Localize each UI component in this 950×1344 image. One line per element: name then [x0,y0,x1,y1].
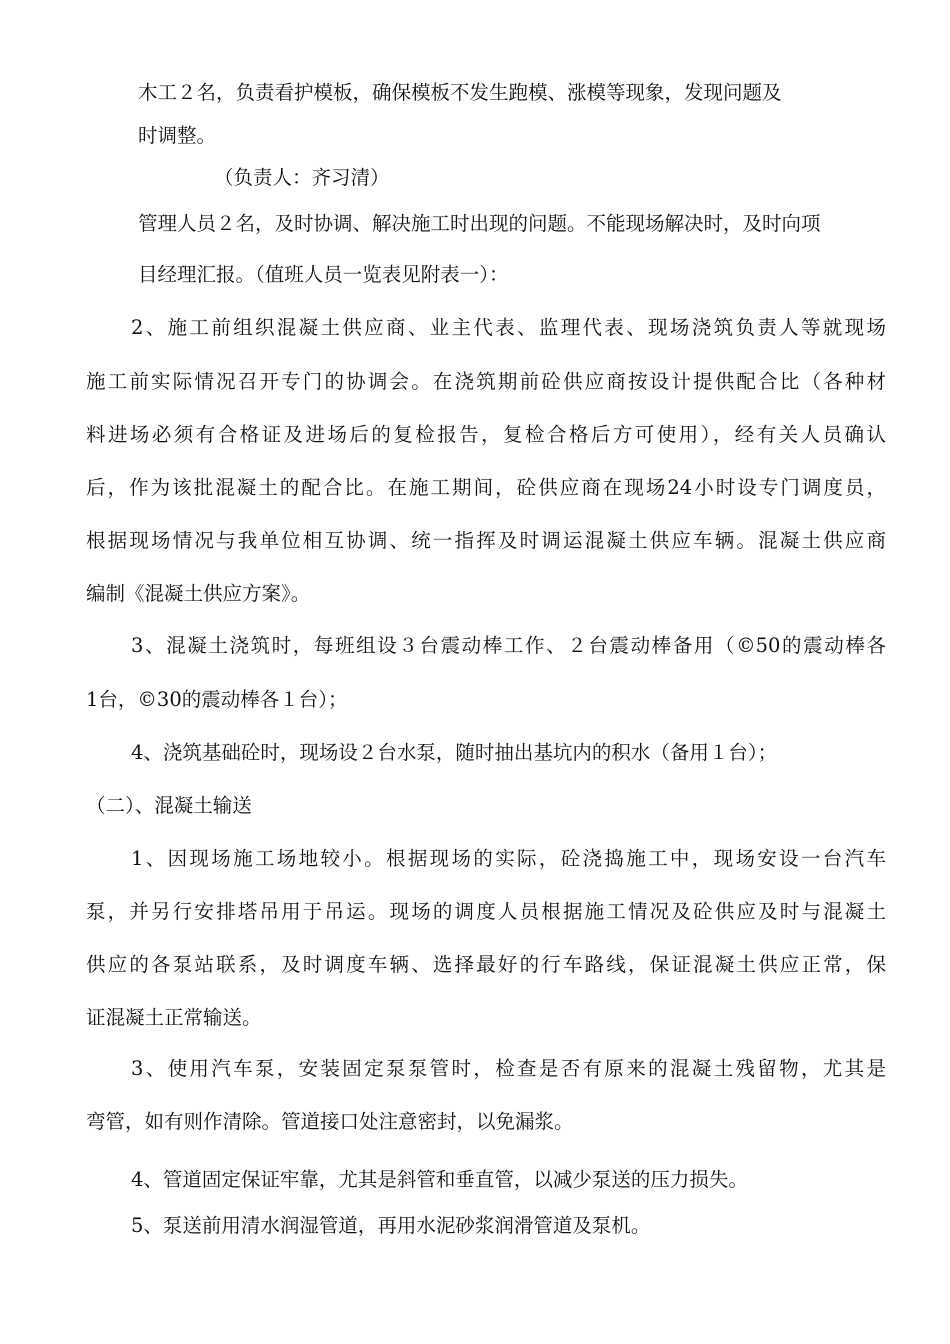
text-line: 泵，并另行安排塔吊用于吊运。现场的调度人员根据施工情况及砼供应及时与混凝土 [86,900,886,923]
text-line: 目经理汇报。（值班人员一览表见附表一）： [138,263,509,286]
text-line: 4、浇筑基础砼时，现场设２台水泵，随时抽出基坑内的积水（备用１台）； [131,741,778,764]
text-line: 2、施工前组织混凝土供应商、业主代表、监理代表、现场浇筑负责人等就现场 [131,316,886,339]
text-line: 弯管，如有则作清除。管道接口处注意密封，以免漏浆。 [86,1110,574,1133]
text-line: 5、泵送前用清水润湿管道，再用水泥砂浆润滑管道及泵机。 [131,1214,651,1237]
text-line: 木工２名，负责看护模板，确保模板不发生跑模、涨模等现象，发现问题及 [138,81,782,104]
text-line: 4、管道固定保证牢靠，尤其是斜管和垂直管，以减少泵送的压力损失。 [131,1168,748,1191]
section-heading: （二）、混凝土输送 [86,794,252,817]
text-line: 施工前实际情况召开专门的协调会。在浇筑期前砼供应商按设计提供配合比（各种材 [86,370,886,393]
text-line: 3、使用汽车泵，安装固定泵泵管时，检查是否有原来的混凝土残留物，尤其是 [131,1057,886,1080]
text-line: 料进场必须有合格证及进场后的复检报告，复检合格后方可使用），经有关人员确认 [86,423,886,446]
text-line: 证混凝土正常输送。 [86,1006,262,1029]
text-line: 管理人员２名，及时协调、解决施工时出现的问题。不能现场解决时，及时向项 [138,212,821,235]
text-line: 时调整。 [138,124,217,147]
text-line: 后，作为该批混凝土的配合比。在施工期间，砼供应商在现场24小时设专门调度员， [86,476,886,499]
text-line: （负责人：齐习清） [214,166,390,189]
text-line: 根据现场情况与我单位相互协调、统一指挥及时调运混凝土供应车辆。混凝土供应商 [86,529,886,552]
text-line: 1台，©30的震动棒各１台）； [86,688,348,711]
text-line: 1、因现场施工场地较小。根据现场的实际，砼浇捣施工中，现场安设一台汽车 [131,847,886,870]
text-line: 3、混凝土浇筑时，每班组设３台震动棒工作、２台震动棒备用（©50的震动棒各 [131,634,886,657]
text-line: 编制《混凝土供应方案》。 [86,582,311,605]
text-line: 供应的各泵站联系，及时调度车辆、选择最好的行车路线，保证混凝土供应正常，保 [86,953,886,976]
